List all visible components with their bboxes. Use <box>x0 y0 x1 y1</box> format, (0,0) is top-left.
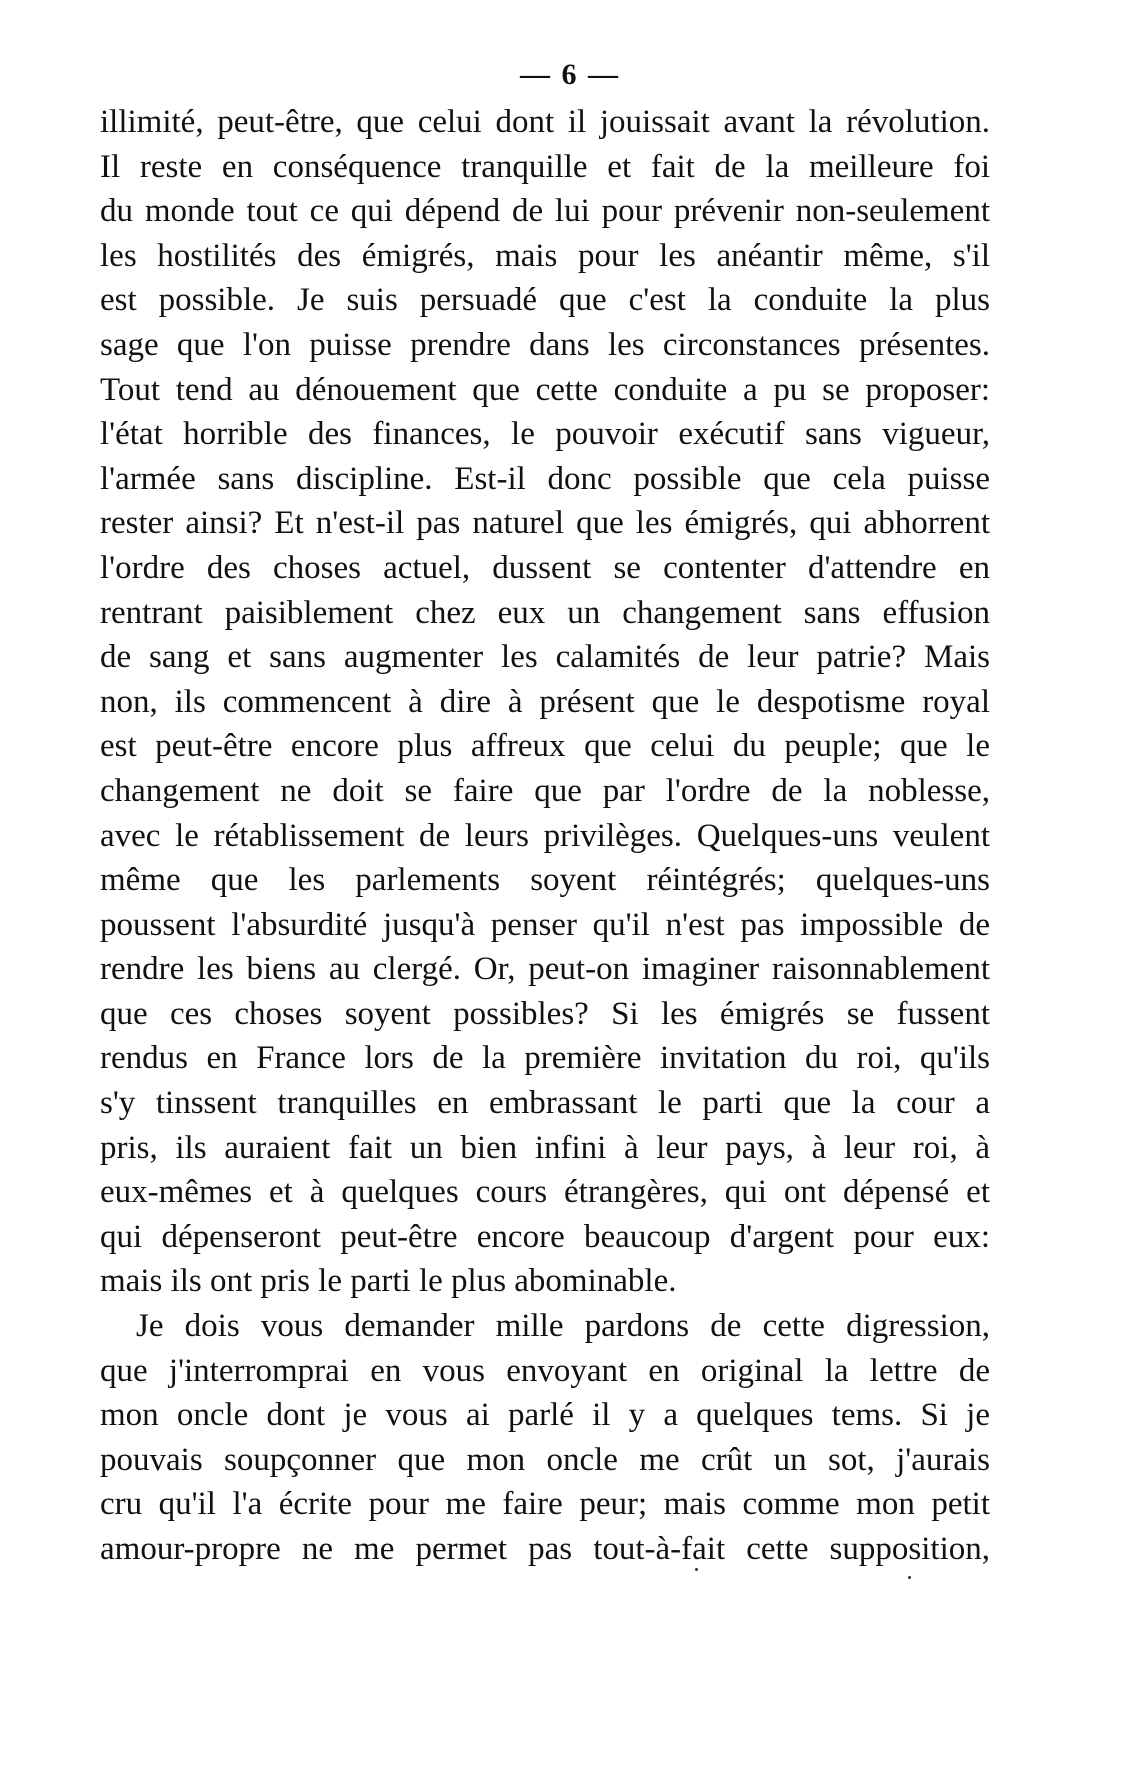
text-line: de sang et sans augmenter les calamités de leur patrie? Mais <box>100 639 990 676</box>
text-line: poussent l'absurdité jusqu'à penser qu'il n'est pas impossible de <box>100 906 990 943</box>
page-number: — 6 — <box>520 58 620 91</box>
text-line: est possible. Je suis persuadé que c'est la conduite la plus <box>100 282 990 319</box>
text-line: rester ainsi? Et n'est-il pas naturel que les émigrés, qui abhorrent <box>100 505 990 542</box>
text-line: s'y tinssent tranquilles en embrassant le parti que la cour a <box>100 1085 990 1122</box>
text-line: qui dépenseront peut-être encore beaucoup d'argent pour eux: <box>100 1218 990 1255</box>
text-line: illimité, peut-être, que celui dont il jouissait avant la révolution. <box>100 104 990 140</box>
text-line: Tout tend au dénouement que cette conduite a pu se proposer: <box>100 371 990 408</box>
text-line: les hostilités des émigrés, mais pour les anéantir même, s'il <box>100 237 990 274</box>
text-line: cru qu'il l'a écrite pour me faire peur; mais comme mon petit <box>100 1486 990 1523</box>
paragraph-end-line: mais ils ont pris le parti le plus abominable. <box>100 1263 677 1300</box>
ink-speck <box>695 1568 698 1571</box>
text-line: pris, ils auraient fait un bien infini à leur pays, à leur roi, à <box>100 1129 990 1166</box>
text-line: rentrant paisiblement chez eux un changement sans effusion <box>100 594 990 631</box>
text-line: sage que l'on puisse prendre dans les circonstances présentes. <box>100 326 990 363</box>
text-line: avec le rétablissement de leurs privilèges. Quelques-uns veulent <box>100 817 990 854</box>
text-line: que j'interromprai en vous envoyant en original la lettre de <box>100 1352 990 1389</box>
text-line: l'ordre des choses actuel, dussent se contenter d'attendre en <box>100 549 990 586</box>
text-line: du monde tout ce qui dépend de lui pour prévenir non-seulement <box>100 193 990 230</box>
text-line: même que les parlements soyent réintégrés; quelques-uns <box>100 862 990 899</box>
text-line: l'état horrible des finances, le pouvoir exécutif sans vigueur, <box>100 416 990 453</box>
text-line: l'armée sans discipline. Est-il donc possible que cela puisse <box>100 460 990 497</box>
text-line: eux-mêmes et à quelques cours étrangères, qui ont dépensé et <box>100 1174 990 1211</box>
text-line: pouvais soupçonner que mon oncle me crût un sot, j'aurais <box>100 1441 990 1478</box>
text-line: est peut-être encore plus affreux que celui du peuple; que le <box>100 728 990 765</box>
text-line: amour-propre ne me permet pas tout-à-fait cette supposition, <box>100 1531 990 1567</box>
body-text <box>100 100 990 1572</box>
ink-speck <box>908 1576 911 1579</box>
text-line: non, ils commencent à dire à présent que le despotisme royal <box>100 683 990 720</box>
paragraph-start-line: Je dois vous demander mille pardons de cette digression, <box>136 1308 990 1345</box>
text-line: changement ne doit se faire que par l'ordre de la noblesse, <box>100 772 990 809</box>
text-line: mon oncle dont je vous ai parlé il y a quelques tems. Si je <box>100 1397 990 1434</box>
text-line: que ces choses soyent possibles? Si les émigrés se fussent <box>100 995 990 1032</box>
text-line: rendus en France lors de la première invitation du roi, qu'ils <box>100 1040 990 1077</box>
text-line: Il reste en conséquence tranquille et fait de la meilleure foi <box>100 148 990 185</box>
text-line: rendre les biens au clergé. Or, peut-on imaginer raisonnablement <box>100 951 990 988</box>
